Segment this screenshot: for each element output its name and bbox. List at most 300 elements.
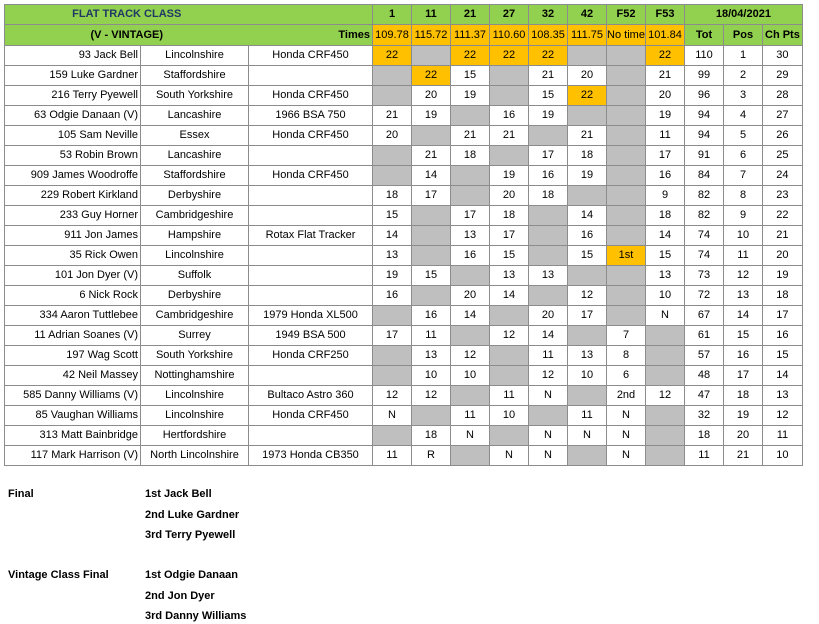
table-row bbox=[5, 106, 803, 126]
round-score bbox=[646, 446, 685, 466]
round-score: 9 bbox=[646, 186, 685, 206]
event-date: 18/04/2021 bbox=[685, 5, 803, 25]
round-score: 17 bbox=[490, 226, 529, 246]
rider-bike bbox=[249, 266, 373, 286]
round-score bbox=[607, 186, 646, 206]
championship-points: 21 bbox=[763, 226, 803, 246]
round-score bbox=[451, 446, 490, 466]
championship-points: 16 bbox=[763, 326, 803, 346]
round-score bbox=[607, 126, 646, 146]
rider-name: 101 Jon Dyer (V) bbox=[5, 266, 141, 286]
round-score: 19 bbox=[529, 106, 568, 126]
rider-name: 334 Aaron Tuttlebee bbox=[5, 306, 141, 326]
total-points: 72 bbox=[685, 286, 724, 306]
table-row bbox=[5, 146, 803, 166]
round-score bbox=[451, 186, 490, 206]
round-score: 18 bbox=[412, 426, 451, 446]
round-score: 12 bbox=[568, 286, 607, 306]
round-time: 101.84 bbox=[646, 25, 685, 46]
round-score: 10 bbox=[646, 286, 685, 306]
round-score: 20 bbox=[646, 86, 685, 106]
rider-bike: Honda CRF250 bbox=[249, 346, 373, 366]
position: 14 bbox=[724, 306, 763, 326]
round-score bbox=[607, 266, 646, 286]
total-points: 82 bbox=[685, 186, 724, 206]
rider-bike: 1973 Honda CB350 bbox=[249, 446, 373, 466]
round-score bbox=[568, 386, 607, 406]
round-score: 21 bbox=[373, 106, 412, 126]
rider-county: Staffordshire bbox=[141, 166, 249, 186]
total-points: 32 bbox=[685, 406, 724, 426]
round-score bbox=[568, 46, 607, 66]
round-score: N bbox=[529, 446, 568, 466]
round-score: 18 bbox=[490, 206, 529, 226]
rider-county: Lincolnshire bbox=[141, 386, 249, 406]
results-table bbox=[4, 4, 803, 466]
total-points: 74 bbox=[685, 246, 724, 266]
round-score: 10 bbox=[412, 366, 451, 386]
rider-bike bbox=[249, 66, 373, 86]
round-score: 14 bbox=[451, 306, 490, 326]
round-score: 15 bbox=[451, 66, 490, 86]
championship-points: 22 bbox=[763, 206, 803, 226]
round-score: 17 bbox=[412, 186, 451, 206]
position: 5 bbox=[724, 126, 763, 146]
rider-bike: Honda CRF450 bbox=[249, 406, 373, 426]
round-score: 20 bbox=[451, 286, 490, 306]
position: 7 bbox=[724, 166, 763, 186]
final-place: 1st Jack Bell bbox=[145, 488, 212, 500]
rider-name: 11 Adrian Soanes (V) bbox=[5, 326, 141, 346]
rider-county: Surrey bbox=[141, 326, 249, 346]
table-row bbox=[5, 386, 803, 406]
round-score bbox=[412, 286, 451, 306]
round-score: 20 bbox=[373, 126, 412, 146]
table-row bbox=[5, 246, 803, 266]
rider-name: 85 Vaughan Williams bbox=[5, 406, 141, 426]
rider-bike bbox=[249, 286, 373, 306]
round-score: 13 bbox=[451, 226, 490, 246]
championship-points: 27 bbox=[763, 106, 803, 126]
championship-points: 15 bbox=[763, 346, 803, 366]
table-row bbox=[5, 46, 803, 66]
round-score: 10 bbox=[490, 406, 529, 426]
round-score bbox=[451, 326, 490, 346]
round-score bbox=[646, 426, 685, 446]
round-score bbox=[646, 346, 685, 366]
round-score bbox=[529, 406, 568, 426]
round-score: 19 bbox=[646, 106, 685, 126]
round-score: 14 bbox=[373, 226, 412, 246]
round-score: 22 bbox=[412, 66, 451, 86]
round-score: 20 bbox=[412, 86, 451, 106]
round-score bbox=[529, 286, 568, 306]
round-score: 11 bbox=[529, 346, 568, 366]
round-score: 19 bbox=[568, 166, 607, 186]
rider-bike: Honda CRF450 bbox=[249, 166, 373, 186]
round-score: 15 bbox=[529, 86, 568, 106]
round-score bbox=[529, 246, 568, 266]
round-score bbox=[490, 426, 529, 446]
round-score bbox=[568, 266, 607, 286]
round-score bbox=[568, 326, 607, 346]
rider-bike: Honda CRF450 bbox=[249, 86, 373, 106]
round-score: 10 bbox=[568, 366, 607, 386]
rider-bike bbox=[249, 426, 373, 446]
round-score: 14 bbox=[529, 326, 568, 346]
total-points: 84 bbox=[685, 166, 724, 186]
table-row bbox=[5, 266, 803, 286]
round-score: N bbox=[373, 406, 412, 426]
round-score bbox=[490, 66, 529, 86]
round-score: 22 bbox=[451, 46, 490, 66]
total-points: 96 bbox=[685, 86, 724, 106]
total-points: 74 bbox=[685, 226, 724, 246]
round-score: 15 bbox=[412, 266, 451, 286]
round-score: 12 bbox=[412, 386, 451, 406]
round-score: 6 bbox=[607, 366, 646, 386]
championship-points: 23 bbox=[763, 186, 803, 206]
round-header: 11 bbox=[412, 5, 451, 25]
round-time: 108.35 bbox=[529, 25, 568, 46]
round-score: 16 bbox=[490, 106, 529, 126]
rider-county: Suffolk bbox=[141, 266, 249, 286]
rider-name: 229 Robert Kirkland bbox=[5, 186, 141, 206]
round-score bbox=[490, 306, 529, 326]
round-score: 16 bbox=[412, 306, 451, 326]
round-score bbox=[490, 346, 529, 366]
round-score bbox=[412, 246, 451, 266]
round-score: 19 bbox=[373, 266, 412, 286]
round-score: 19 bbox=[451, 86, 490, 106]
position: 17 bbox=[724, 366, 763, 386]
round-score: 13 bbox=[529, 266, 568, 286]
round-score bbox=[568, 106, 607, 126]
round-score: 1st bbox=[607, 246, 646, 266]
championship-points: 24 bbox=[763, 166, 803, 186]
position: 15 bbox=[724, 326, 763, 346]
rider-bike: Honda CRF450 bbox=[249, 126, 373, 146]
round-score: 16 bbox=[646, 166, 685, 186]
round-score bbox=[373, 66, 412, 86]
position: 1 bbox=[724, 46, 763, 66]
round-score: 15 bbox=[568, 246, 607, 266]
round-score: 16 bbox=[451, 246, 490, 266]
championship-points: 13 bbox=[763, 386, 803, 406]
total-points: 82 bbox=[685, 206, 724, 226]
championship-points: 19 bbox=[763, 266, 803, 286]
round-score: 20 bbox=[568, 66, 607, 86]
position: 21 bbox=[724, 446, 763, 466]
final-place: 1st Odgie Danaan bbox=[145, 569, 238, 581]
round-score bbox=[607, 226, 646, 246]
final-label: Final bbox=[8, 488, 34, 500]
round-score bbox=[451, 166, 490, 186]
round-score: N bbox=[529, 426, 568, 446]
table-row bbox=[5, 166, 803, 186]
rider-name: 313 Matt Bainbridge bbox=[5, 426, 141, 446]
round-score: 11 bbox=[373, 446, 412, 466]
round-score bbox=[529, 206, 568, 226]
round-score bbox=[607, 306, 646, 326]
round-score bbox=[607, 206, 646, 226]
round-score bbox=[373, 366, 412, 386]
round-score bbox=[607, 106, 646, 126]
round-score bbox=[607, 66, 646, 86]
round-score bbox=[529, 226, 568, 246]
final-place: 2nd Jon Dyer bbox=[145, 589, 215, 602]
round-score: 2nd bbox=[607, 386, 646, 406]
rider-name: 585 Danny Williams (V) bbox=[5, 386, 141, 406]
round-score: 21 bbox=[568, 126, 607, 146]
total-points: 67 bbox=[685, 306, 724, 326]
rider-county: Hertfordshire bbox=[141, 426, 249, 446]
rider-name: 53 Robin Brown bbox=[5, 146, 141, 166]
championship-points: 28 bbox=[763, 86, 803, 106]
rider-county: Essex bbox=[141, 126, 249, 146]
round-score bbox=[373, 426, 412, 446]
round-score: 21 bbox=[646, 66, 685, 86]
championship-points: 20 bbox=[763, 246, 803, 266]
total-points: 110 bbox=[685, 46, 724, 66]
round-header: F52 bbox=[607, 5, 646, 25]
rider-county: Derbyshire bbox=[141, 286, 249, 306]
rider-name: 909 James Woodroffe bbox=[5, 166, 141, 186]
round-score: 8 bbox=[607, 346, 646, 366]
championship-points: 14 bbox=[763, 366, 803, 386]
final-place: 3rd Danny Williams bbox=[145, 610, 247, 622]
round-score bbox=[607, 86, 646, 106]
table-row bbox=[5, 186, 803, 206]
championship-points-header: Ch Pts bbox=[763, 25, 803, 46]
round-score: 16 bbox=[568, 226, 607, 246]
rider-name: 105 Sam Neville bbox=[5, 126, 141, 146]
round-score: 22 bbox=[490, 46, 529, 66]
position-header: Pos bbox=[724, 25, 763, 46]
round-score: 12 bbox=[646, 386, 685, 406]
rider-county: Cambridgeshire bbox=[141, 206, 249, 226]
round-score bbox=[373, 146, 412, 166]
round-score bbox=[373, 306, 412, 326]
round-score bbox=[490, 146, 529, 166]
championship-points: 11 bbox=[763, 426, 803, 446]
round-score: 13 bbox=[490, 266, 529, 286]
position: 13 bbox=[724, 286, 763, 306]
round-score: 17 bbox=[646, 146, 685, 166]
round-score: 21 bbox=[451, 126, 490, 146]
round-header: 1 bbox=[373, 5, 412, 25]
round-score bbox=[607, 46, 646, 66]
rider-county: Hampshire bbox=[141, 226, 249, 246]
round-score: R bbox=[412, 446, 451, 466]
rider-name: 233 Guy Horner bbox=[5, 206, 141, 226]
round-score: 18 bbox=[451, 146, 490, 166]
round-score: N bbox=[490, 446, 529, 466]
total-points: 61 bbox=[685, 326, 724, 346]
round-score: 12 bbox=[490, 326, 529, 346]
header-row-rounds bbox=[5, 5, 803, 25]
table-row bbox=[5, 86, 803, 106]
round-score: 16 bbox=[529, 166, 568, 186]
round-score: 13 bbox=[646, 266, 685, 286]
position: 8 bbox=[724, 186, 763, 206]
round-score: 21 bbox=[490, 126, 529, 146]
round-score: 17 bbox=[451, 206, 490, 226]
total-points: 47 bbox=[685, 386, 724, 406]
round-score: 16 bbox=[373, 286, 412, 306]
total-points: 94 bbox=[685, 126, 724, 146]
rider-bike bbox=[249, 186, 373, 206]
rider-name: 117 Mark Harrison (V) bbox=[5, 446, 141, 466]
round-score bbox=[529, 126, 568, 146]
rider-county: Lincolnshire bbox=[141, 246, 249, 266]
table-row bbox=[5, 126, 803, 146]
final-place: 3rd Terry Pyewell bbox=[145, 529, 236, 541]
total-points: 18 bbox=[685, 426, 724, 446]
rider-county: Lincolnshire bbox=[141, 406, 249, 426]
position: 4 bbox=[724, 106, 763, 126]
rider-name: 197 Wag Scott bbox=[5, 346, 141, 366]
rider-name: 6 Nick Rock bbox=[5, 286, 141, 306]
total-points: 48 bbox=[685, 366, 724, 386]
table-row bbox=[5, 446, 803, 466]
position: 2 bbox=[724, 66, 763, 86]
round-score: 21 bbox=[529, 66, 568, 86]
championship-points: 17 bbox=[763, 306, 803, 326]
rider-county: Cambridgeshire bbox=[141, 306, 249, 326]
rider-bike: 1966 BSA 750 bbox=[249, 106, 373, 126]
rider-name: 35 Rick Owen bbox=[5, 246, 141, 266]
round-score bbox=[451, 266, 490, 286]
round-score: 15 bbox=[490, 246, 529, 266]
round-time: No time bbox=[607, 25, 646, 46]
rider-bike: Honda CRF450 bbox=[249, 46, 373, 66]
round-score: 13 bbox=[568, 346, 607, 366]
rider-bike bbox=[249, 366, 373, 386]
round-score bbox=[412, 406, 451, 426]
rider-county: Lincolnshire bbox=[141, 46, 249, 66]
total-points: 99 bbox=[685, 66, 724, 86]
rider-county: Lancashire bbox=[141, 106, 249, 126]
round-score: 18 bbox=[568, 146, 607, 166]
round-score bbox=[646, 406, 685, 426]
round-score bbox=[568, 186, 607, 206]
round-score bbox=[607, 146, 646, 166]
position: 16 bbox=[724, 346, 763, 366]
final-label: Vintage Class Final bbox=[8, 569, 109, 581]
round-score: 7 bbox=[607, 326, 646, 346]
round-score: 13 bbox=[373, 246, 412, 266]
round-score: N bbox=[568, 426, 607, 446]
table-row bbox=[5, 226, 803, 246]
round-score: 17 bbox=[529, 146, 568, 166]
round-header: 32 bbox=[529, 5, 568, 25]
total-points: 73 bbox=[685, 266, 724, 286]
championship-points: 12 bbox=[763, 406, 803, 426]
championship-points: 25 bbox=[763, 146, 803, 166]
times-label: Times bbox=[249, 25, 373, 46]
round-time: 111.37 bbox=[451, 25, 490, 46]
round-time: 109.78 bbox=[373, 25, 412, 46]
round-score: 22 bbox=[529, 46, 568, 66]
round-score: N bbox=[607, 406, 646, 426]
round-score bbox=[451, 106, 490, 126]
position: 10 bbox=[724, 226, 763, 246]
round-score: 12 bbox=[529, 366, 568, 386]
rider-bike bbox=[249, 206, 373, 226]
championship-points: 10 bbox=[763, 446, 803, 466]
round-header: 42 bbox=[568, 5, 607, 25]
round-score: N bbox=[529, 386, 568, 406]
round-header: F53 bbox=[646, 5, 685, 25]
rider-county: North Lincolnshire bbox=[141, 446, 249, 466]
round-score bbox=[373, 86, 412, 106]
total-points: 91 bbox=[685, 146, 724, 166]
round-score: 21 bbox=[412, 146, 451, 166]
table-row bbox=[5, 406, 803, 426]
round-score: 11 bbox=[412, 326, 451, 346]
round-score: 22 bbox=[373, 46, 412, 66]
round-time: 111.75 bbox=[568, 25, 607, 46]
page-subtitle: (V - VINTAGE) bbox=[5, 25, 249, 46]
round-score: 18 bbox=[529, 186, 568, 206]
rider-name: 159 Luke Gardner bbox=[5, 66, 141, 86]
total-points: 94 bbox=[685, 106, 724, 126]
position: 6 bbox=[724, 146, 763, 166]
round-score bbox=[607, 286, 646, 306]
championship-points: 30 bbox=[763, 46, 803, 66]
rider-bike: Bultaco Astro 360 bbox=[249, 386, 373, 406]
round-score: 17 bbox=[373, 326, 412, 346]
round-score bbox=[490, 86, 529, 106]
round-score: 14 bbox=[568, 206, 607, 226]
round-score: 15 bbox=[646, 246, 685, 266]
round-score: 20 bbox=[529, 306, 568, 326]
round-score: 22 bbox=[646, 46, 685, 66]
header-blank bbox=[249, 5, 373, 25]
total-header: Tot bbox=[685, 25, 724, 46]
page-title: FLAT TRACK CLASS bbox=[5, 5, 249, 25]
round-score bbox=[607, 166, 646, 186]
round-score: 20 bbox=[490, 186, 529, 206]
table-row bbox=[5, 306, 803, 326]
round-score: 18 bbox=[646, 206, 685, 226]
championship-points: 26 bbox=[763, 126, 803, 146]
round-time: 110.60 bbox=[490, 25, 529, 46]
rider-bike: 1979 Honda XL500 bbox=[249, 306, 373, 326]
table-row bbox=[5, 206, 803, 226]
rider-name: 911 Jon James bbox=[5, 226, 141, 246]
round-score: 11 bbox=[568, 406, 607, 426]
rider-name: 93 Jack Bell bbox=[5, 46, 141, 66]
round-score: 11 bbox=[451, 406, 490, 426]
round-score: N bbox=[451, 426, 490, 446]
round-score: 19 bbox=[490, 166, 529, 186]
rider-bike: 1949 BSA 500 bbox=[249, 326, 373, 346]
position: 19 bbox=[724, 406, 763, 426]
rider-name: 216 Terry Pyewell bbox=[5, 86, 141, 106]
round-time: 115.72 bbox=[412, 25, 451, 46]
championship-points: 29 bbox=[763, 66, 803, 86]
total-points: 57 bbox=[685, 346, 724, 366]
round-score bbox=[412, 206, 451, 226]
total-points: 11 bbox=[685, 446, 724, 466]
round-score bbox=[412, 126, 451, 146]
round-header: 21 bbox=[451, 5, 490, 25]
rider-bike bbox=[249, 246, 373, 266]
round-score: N bbox=[607, 426, 646, 446]
header-row-times bbox=[5, 25, 803, 46]
